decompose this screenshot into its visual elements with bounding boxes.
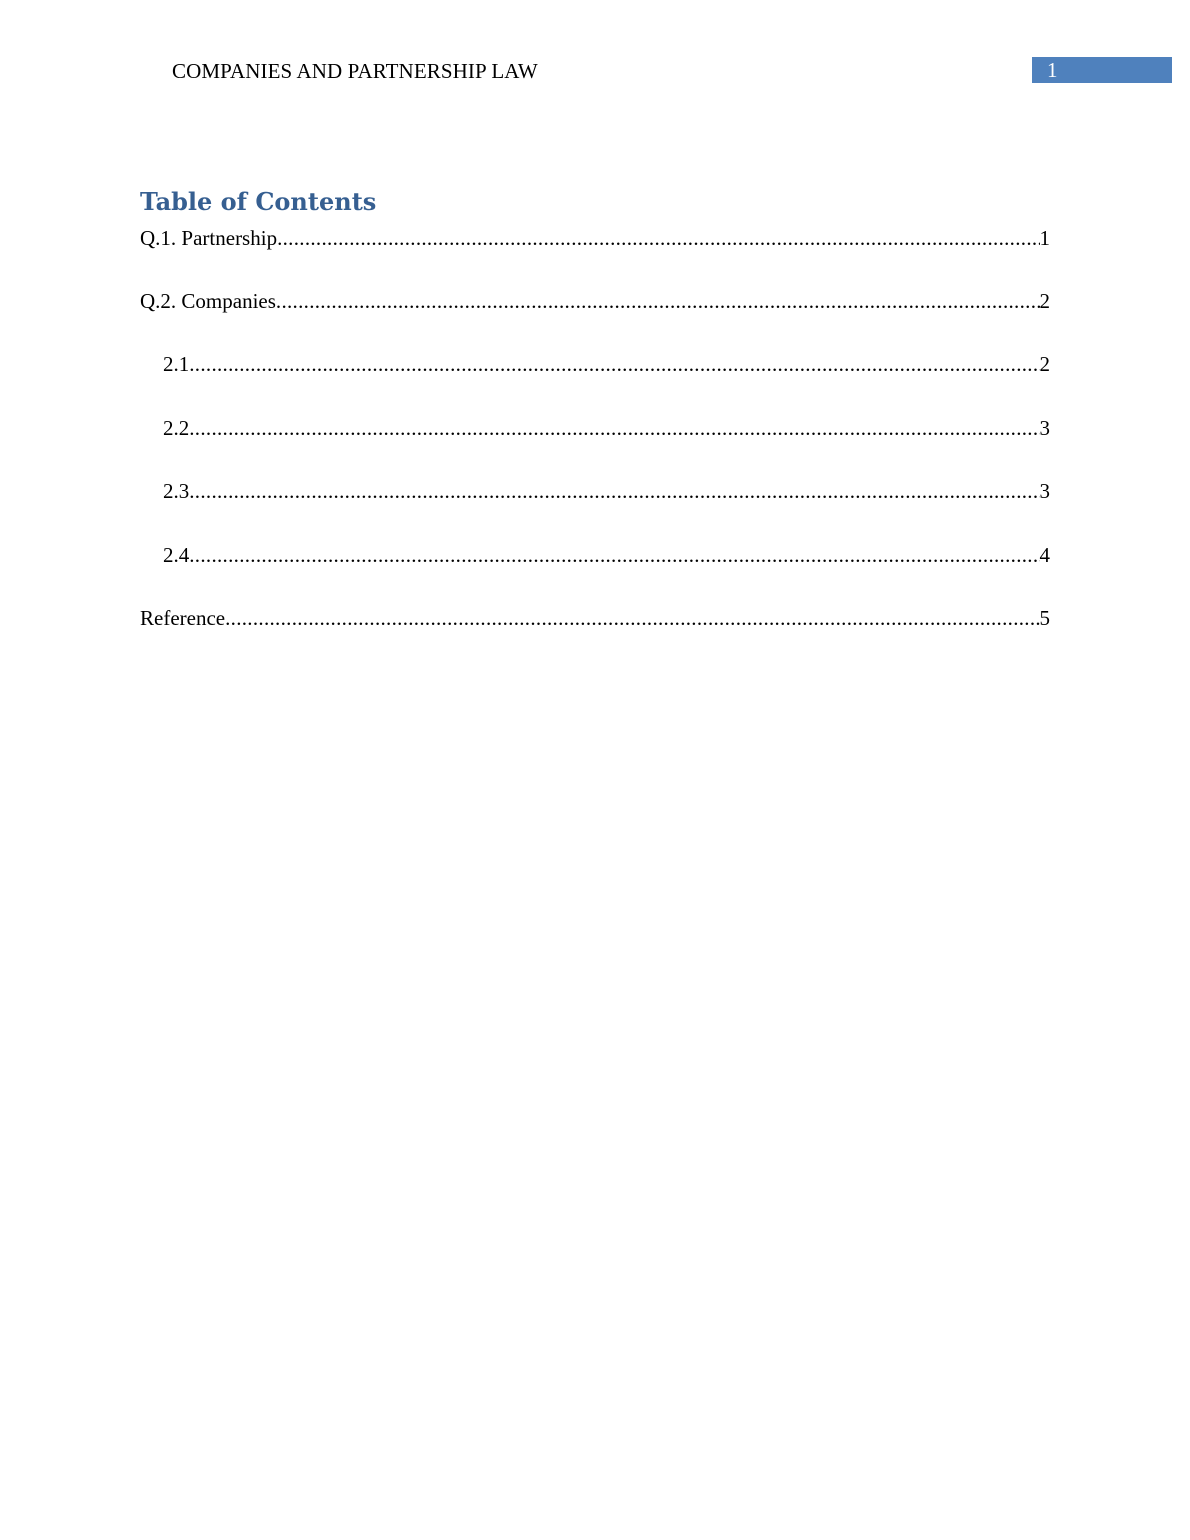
- page-number: 1: [1047, 58, 1058, 82]
- toc-entry-reference[interactable]: [140, 604, 1050, 632]
- toc-dot-leader: [189, 350, 1039, 378]
- toc-entry-label: 2.2: [163, 416, 190, 440]
- toc-entry-page: 3: [1039, 416, 1050, 440]
- toc-dot-leader: [189, 541, 1039, 569]
- running-header-title: COMPANIES AND PARTNERSHIP LAW: [172, 59, 538, 83]
- toc-entry-partnership[interactable]: [140, 224, 1050, 252]
- toc-dot-leader: [276, 287, 1040, 315]
- toc-entry-page: 1: [1039, 226, 1050, 250]
- toc-entry-label: Q.2. Companies: [140, 289, 276, 313]
- toc-entry-page: 2: [1039, 289, 1050, 313]
- toc-entry-page: 2: [1039, 352, 1050, 376]
- toc-dot-leader: [277, 224, 1039, 252]
- toc-entry-label: 2.3: [163, 479, 190, 503]
- toc-entry-label: Q.1. Partnership: [140, 226, 278, 250]
- toc-entry-2-2[interactable]: [163, 414, 1050, 442]
- page-number-badge: [1032, 57, 1172, 83]
- toc-dot-leader: [189, 414, 1039, 442]
- toc-entry-page: 3: [1039, 479, 1050, 503]
- toc-entry-2-4[interactable]: [163, 541, 1050, 569]
- toc-entry-2-3[interactable]: [163, 477, 1050, 505]
- toc-entry-page: 4: [1039, 543, 1050, 567]
- toc-entry-label: Reference: [140, 606, 226, 630]
- toc-dot-leader: [225, 604, 1039, 632]
- toc-entry-companies[interactable]: [140, 287, 1050, 315]
- toc-entry-label: 2.1: [163, 352, 190, 376]
- toc-entry-label: 2.4: [163, 543, 190, 567]
- toc-entry-page: 5: [1039, 606, 1050, 630]
- toc-dot-leader: [189, 477, 1039, 505]
- toc-entry-2-1[interactable]: [163, 350, 1050, 378]
- toc-heading: Table of Contents: [140, 187, 377, 216]
